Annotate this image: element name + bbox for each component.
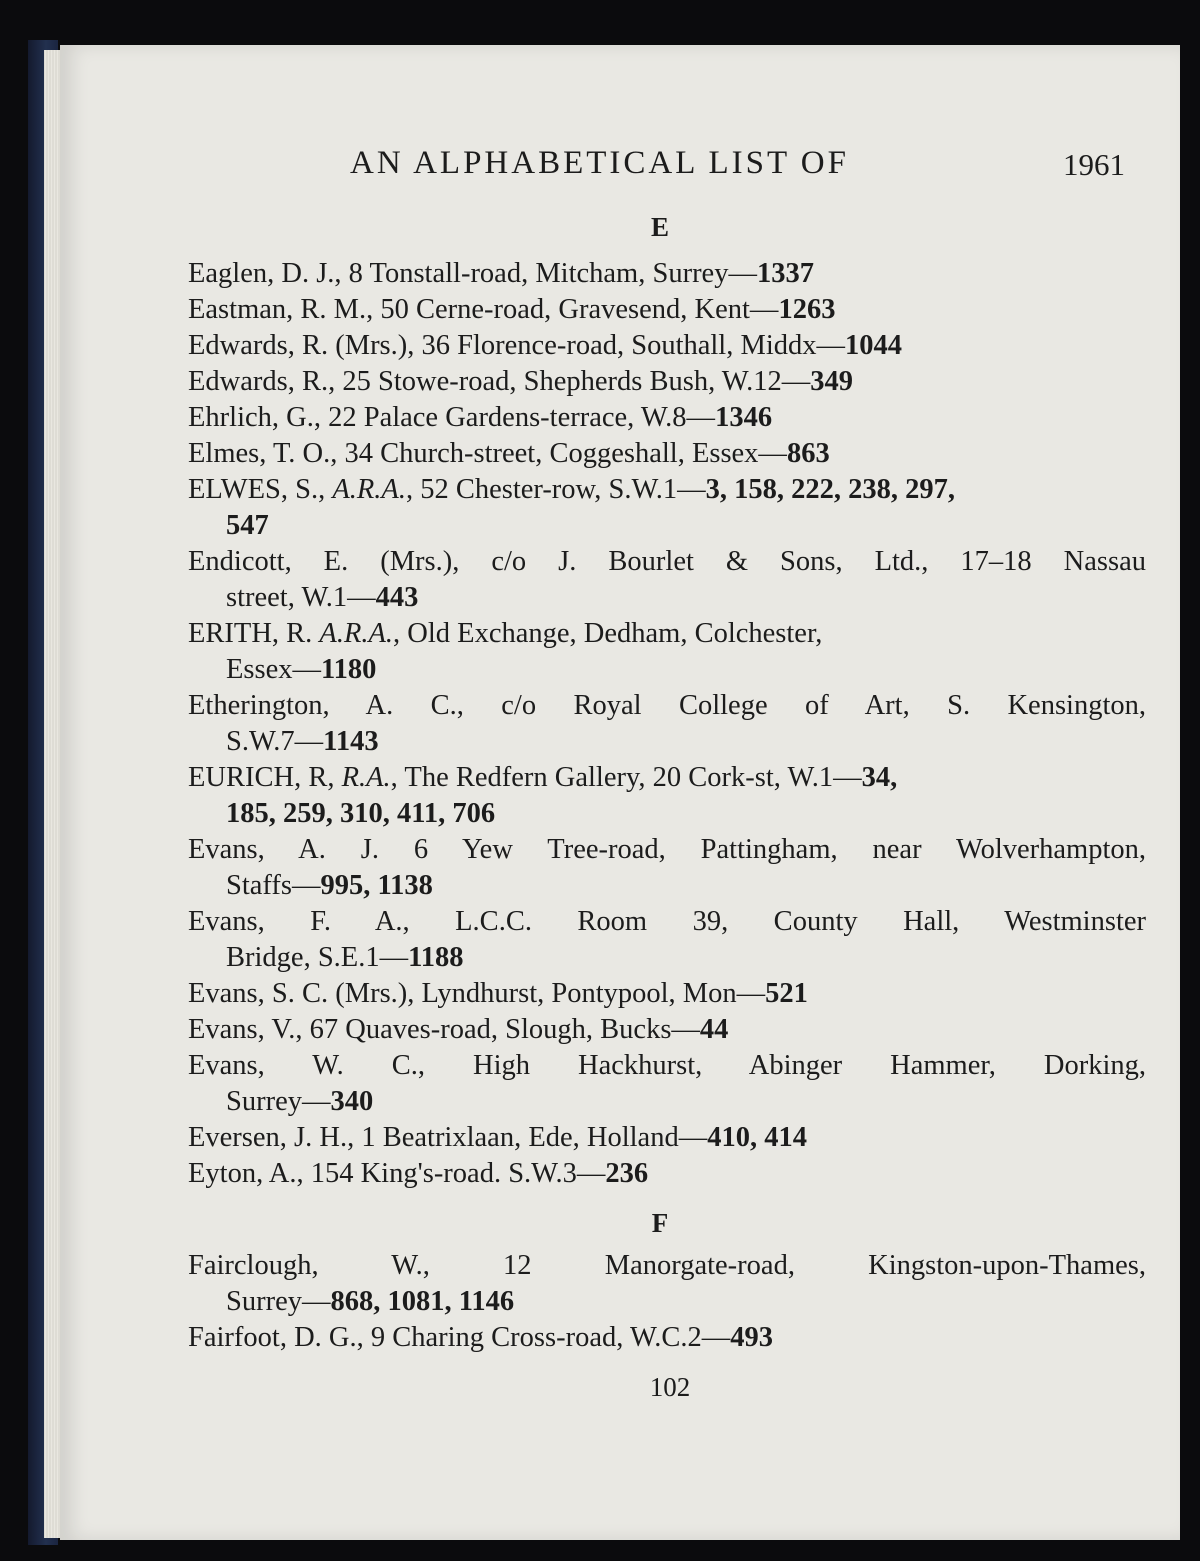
section-letter-f: F	[651, 1208, 669, 1238]
list-entry: Edwards, R. (Mrs.), 36 Florence-road, Southall, Middx—1044	[188, 330, 902, 361]
list-entry: Eaglen, D. J., 8 Tonstall-road, Mitcham, Surrey—1337	[188, 258, 814, 289]
list-entry: Evans, F. A., L.C.C. Room 39, County Hall, Westminster Bridge, S.E.1—1188	[188, 906, 1146, 973]
list-entry: EURICH, R, R.A., The Redfern Gallery, 20 Cork-st, W.1—34, 185, 259, 310, 411, 706	[188, 762, 898, 829]
list-entry: Fairfoot, D. G., 9 Charing Cross-road, W.C.2—493	[188, 1322, 774, 1353]
running-head-year: 1961	[1063, 147, 1125, 182]
running-head: AN ALPHABETICAL LIST OF	[350, 145, 849, 181]
list-entry: Fairclough, W., 12 Manorgate-road, Kingston-upon-Thames, Surrey—868, 1081, 1146	[188, 1250, 1146, 1317]
list-entry: ERITH, R. A.R.A., Old Exchange, Dedham, Colchester, Essex—1180	[188, 618, 823, 685]
list-entry: Elmes, T. O., 34 Church-street, Coggeshall, Essex—863	[188, 438, 830, 469]
list-entry: ELWES, S., A.R.A., 52 Chester-row, S.W.1—3, 158, 222, 238, 297, 547	[188, 474, 956, 541]
list-entry: Evans, W. C., High Hackhurst, Abinger Hammer, Dorking, Surrey—340	[188, 1050, 1146, 1117]
list-entry: Ehrlich, G., 22 Palace Gardens-terrace, W.8—1346	[188, 402, 773, 433]
list-entry: Edwards, R., 25 Stowe-road, Shepherds Bush, W.12—349	[188, 366, 853, 397]
list-entry: Endicott, E. (Mrs.), c/o J. Bourlet & Sons, Ltd., 17–18 Nassau street, W.1—443	[188, 546, 1146, 613]
list-entry: Eyton, A., 154 King's-road. S.W.3—236	[188, 1158, 649, 1189]
list-entry: Eversen, J. H., 1 Beatrixlaan, Ede, Holland—410, 414	[188, 1122, 807, 1153]
list-entry: Etherington, A. C., c/o Royal College of Art, S. Kensington, S.W.7—1143	[188, 690, 1146, 757]
page-number: 102	[649, 1372, 691, 1402]
list-entry: Evans, A. J. 6 Yew Tree-road, Pattingham, near Wolverhampton, Staffs—995, 1138	[188, 834, 1146, 901]
list-entry: Evans, S. C. (Mrs.), Lyndhurst, Pontypool, Mon—521	[188, 978, 808, 1009]
list-entry: Eastman, R. M., 50 Cerne-road, Gravesend, Kent—1263	[188, 294, 836, 325]
list-entry: Evans, V., 67 Quaves-road, Slough, Bucks—44	[188, 1014, 729, 1045]
section-letter-e: E	[650, 212, 669, 242]
